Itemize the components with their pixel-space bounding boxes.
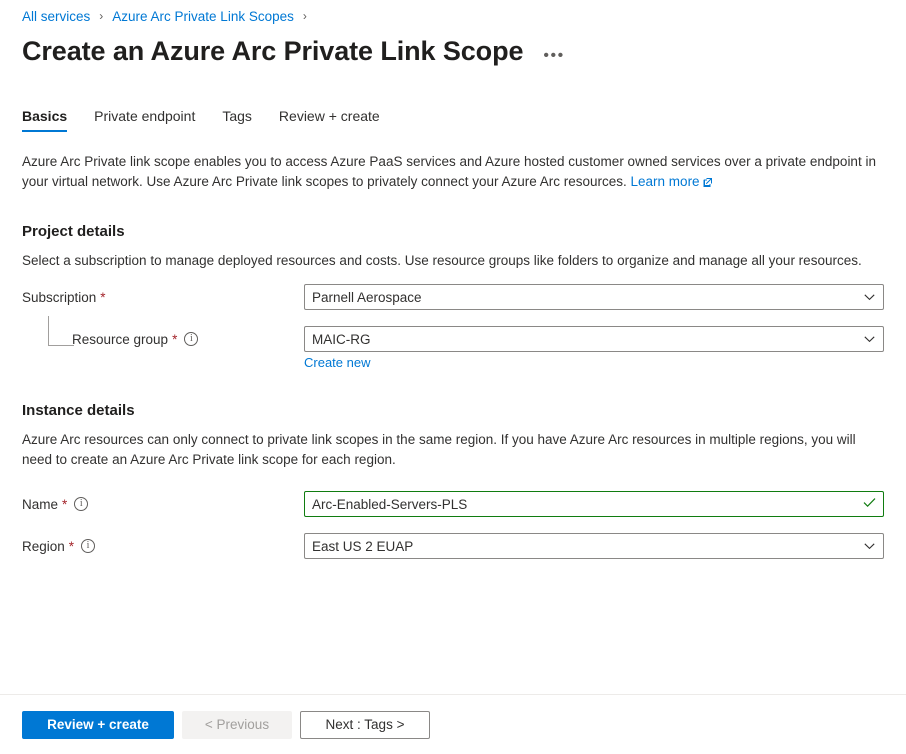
tab-basics[interactable]: Basics [22, 108, 67, 132]
info-icon[interactable]: i [74, 497, 88, 511]
instance-details-heading: Instance details [22, 402, 135, 419]
subscription-label [22, 290, 304, 305]
create-new-resource-group-link[interactable]: Create new [304, 355, 371, 370]
subscription-row [22, 285, 884, 309]
resource-group-label [22, 332, 304, 347]
name-row [22, 492, 884, 516]
instance-details-description: Azure Arc resources can only connect to private link scopes in the same region. If you have Azure Arc resources in multiple regions, you will need to create an Azure Arc Private link scope for each region. [22, 432, 856, 467]
tree-connector-line [48, 316, 74, 346]
region-control [304, 533, 884, 559]
page-title: Create an Azure Arc Private Link Scope [22, 36, 524, 66]
wizard-footer [0, 694, 906, 754]
breadcrumb-item-all-services[interactable]: All services [22, 8, 91, 24]
breadcrumb-item-private-link-scopes[interactable]: Azure Arc Private Link Scopes [112, 8, 294, 24]
name-required-marker: * [62, 496, 68, 512]
name-input[interactable] [304, 491, 884, 517]
previous-button: < Previous [182, 711, 292, 739]
region-label [22, 539, 304, 554]
tab-review-create[interactable]: Review + create [278, 108, 380, 124]
name-label-text: Name [22, 496, 59, 512]
breadcrumb-separator-icon-2: › [302, 9, 307, 23]
info-icon[interactable]: i [184, 332, 198, 346]
subscription-required-marker: * [100, 289, 106, 305]
resource-group-control [304, 326, 884, 352]
main-content [0, 152, 906, 558]
external-link-icon [703, 173, 713, 193]
breadcrumb [0, 0, 906, 26]
subscription-label-text: Subscription [22, 289, 97, 305]
title-row [0, 26, 906, 68]
more-options-icon[interactable]: ••• [543, 47, 565, 64]
review-create-button[interactable]: Review + create [22, 711, 174, 739]
tab-tags[interactable]: Tags [222, 108, 252, 124]
region-row [22, 534, 884, 558]
region-required-marker: * [68, 538, 75, 554]
region-label-text: Region [22, 538, 65, 554]
breadcrumb-separator-icon: › [99, 9, 104, 23]
resource-group-required-marker: * [172, 331, 178, 347]
project-details-heading: Project details [22, 223, 125, 240]
subscription-control [304, 284, 884, 310]
next-tags-button[interactable]: Next : Tags > [300, 711, 430, 739]
intro-text [22, 152, 884, 193]
learn-more-link[interactable]: Learn more [630, 174, 700, 189]
tab-private-endpoint[interactable]: Private endpoint [94, 108, 196, 124]
resource-group-select[interactable] [304, 326, 884, 352]
project-details-description: Select a subscription to manage deployed resources and costs. Use resource groups like folders to organize and manage all your resources. [22, 253, 862, 268]
name-label [22, 497, 304, 512]
region-select[interactable] [304, 533, 884, 559]
resource-group-label-text: Resource group [72, 331, 169, 347]
tab-list [22, 98, 906, 132]
name-control [304, 491, 884, 517]
intro-description: Azure Arc Private link scope enables you to access Azure PaaS services and Azure hosted customer owned services over a private endpoint in your virtual network. Use Azure Arc Private link scopes to privately connect your Azure Arc resources. [22, 154, 876, 189]
info-icon[interactable]: i [81, 539, 95, 553]
subscription-select[interactable] [304, 284, 884, 310]
resource-group-row [22, 327, 884, 351]
